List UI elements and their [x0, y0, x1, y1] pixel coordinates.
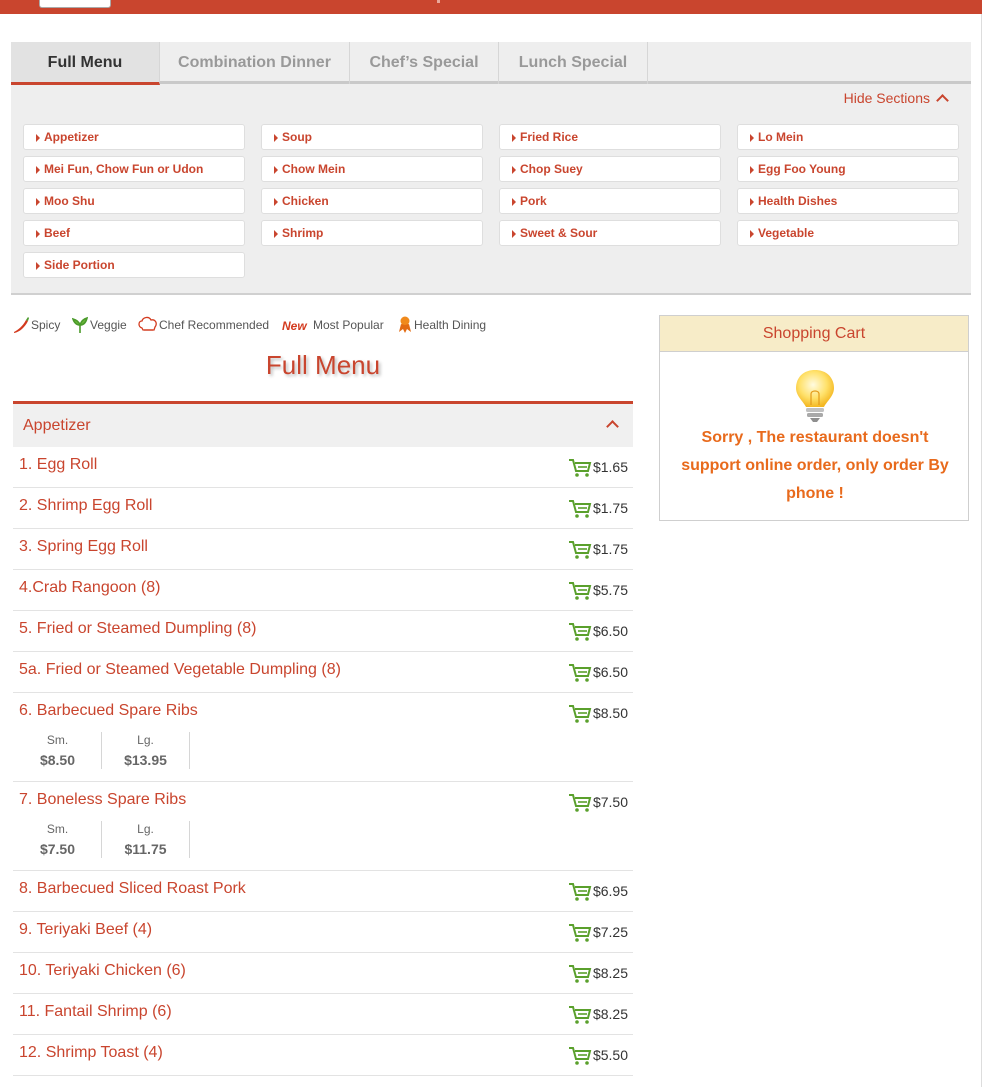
top-bar-mark — [437, 0, 440, 3]
item-name[interactable]: 3. Spring Egg Roll — [19, 538, 148, 555]
caret-right-icon — [750, 166, 754, 174]
item-name[interactable]: 12. Shrimp Toast (4) — [19, 1044, 163, 1061]
legend-label: Chef Recommended — [159, 318, 270, 332]
item-name[interactable]: 5a. Fried or Steamed Vegetable Dumpling (8) — [19, 661, 341, 678]
section-chow-mein[interactable] — [261, 156, 483, 182]
menu-item — [13, 953, 633, 994]
top-bar-box[interactable] — [39, 0, 111, 8]
page-title: Full Menu — [265, 350, 381, 380]
section-vegetable[interactable] — [737, 220, 959, 246]
add-to-cart-icon[interactable] — [568, 458, 592, 478]
section-label: Mei Fun, Chow Fun or Udon — [44, 162, 204, 176]
new-badge-icon — [282, 316, 312, 334]
caret-right-icon — [36, 134, 40, 142]
tab-combination-dinner[interactable]: Combination Dinner — [160, 42, 350, 84]
legend-popular — [282, 315, 384, 335]
section-pork[interactable] — [499, 188, 721, 214]
svg-text:New: New — [282, 319, 307, 333]
section-label: Vegetable — [758, 226, 815, 240]
section-label: Moo Shu — [44, 194, 95, 208]
size-option-large[interactable] — [102, 821, 190, 858]
add-to-cart-icon[interactable] — [568, 964, 592, 984]
size-label: Lg. — [137, 822, 154, 836]
caret-right-icon — [512, 198, 516, 206]
add-to-cart-icon[interactable] — [568, 1046, 592, 1066]
caret-right-icon — [274, 134, 278, 142]
menu-item — [13, 912, 633, 953]
section-shrimp[interactable] — [261, 220, 483, 246]
add-to-cart-icon[interactable] — [568, 882, 592, 902]
legend-veggie — [72, 315, 127, 335]
menu-item — [13, 570, 633, 611]
caret-right-icon — [750, 198, 754, 206]
menu-item — [13, 871, 633, 912]
item-price: $1.65 — [592, 459, 628, 475]
caret-right-icon — [750, 230, 754, 238]
section-chop-suey[interactable] — [499, 156, 721, 182]
item-name[interactable]: 10. Teriyaki Chicken (6) — [19, 962, 186, 979]
add-to-cart-icon[interactable] — [568, 1005, 592, 1025]
item-price: $6.50 — [592, 664, 628, 680]
caret-right-icon — [274, 166, 278, 174]
section-label: Chow Mein — [282, 162, 346, 176]
item-price: $7.25 — [592, 924, 628, 940]
caret-right-icon — [36, 230, 40, 238]
add-to-cart-icon[interactable] — [568, 923, 592, 943]
menu-item — [13, 447, 633, 488]
caret-right-icon — [36, 262, 40, 270]
item-name[interactable]: 7. Boneless Spare Ribs — [19, 791, 187, 808]
section-soup[interactable] — [261, 124, 483, 150]
item-price: $6.95 — [592, 883, 628, 899]
tab-lunch-special[interactable]: Lunch Special — [499, 42, 648, 84]
size-price: $11.75 — [124, 841, 167, 857]
cart-title: Shopping Cart — [660, 316, 968, 352]
section-label: Shrimp — [282, 226, 324, 240]
tab-full-menu[interactable]: Full Menu — [11, 42, 160, 85]
caret-right-icon — [36, 198, 40, 206]
caret-right-icon — [512, 230, 516, 238]
item-price: $5.75 — [592, 582, 628, 598]
add-to-cart-icon[interactable] — [568, 793, 592, 813]
menu-item — [13, 994, 633, 1035]
size-option-small[interactable] — [14, 821, 102, 858]
section-appetizer[interactable] — [23, 124, 245, 150]
menu-tabs — [11, 42, 971, 84]
section-label: Appetizer — [44, 130, 99, 144]
item-price: $6.50 — [592, 623, 628, 639]
legend-spicy — [12, 315, 60, 335]
item-price: $8.25 — [592, 1006, 628, 1022]
caret-right-icon — [36, 166, 40, 174]
add-to-cart-icon[interactable] — [568, 704, 592, 724]
section-label: Chop Suey — [520, 162, 583, 176]
legend-label: Spicy — [31, 318, 61, 332]
item-name[interactable]: 8. Barbecued Sliced Roast Pork — [19, 880, 246, 897]
item-price: $5.50 — [592, 1047, 628, 1063]
size-option-small[interactable] — [14, 732, 102, 769]
size-label: Sm. — [46, 733, 69, 747]
menu-item — [13, 782, 633, 871]
ribbon-icon — [398, 316, 412, 334]
section-moo-shu[interactable] — [23, 188, 245, 214]
section-sweet-sour[interactable] — [499, 220, 721, 246]
menu-item — [13, 529, 633, 570]
chevron-up-icon — [606, 420, 619, 433]
item-name[interactable]: 6. Barbecued Spare Ribs — [19, 702, 198, 719]
menu-item — [13, 611, 633, 652]
item-name[interactable]: 2. Shrimp Egg Roll — [19, 497, 153, 514]
size-price: $7.50 — [39, 841, 76, 857]
size-price: $13.95 — [124, 752, 167, 768]
tab-chefs-special[interactable]: Chef’s Special — [350, 42, 499, 84]
category-header-appetizer[interactable] — [13, 404, 633, 447]
section-label: Pork — [520, 194, 547, 208]
hide-sections-label: Hide Sections — [843, 90, 930, 106]
menu-panel — [11, 42, 971, 295]
size-label: Lg. — [137, 733, 154, 747]
lightbulb-icon — [793, 368, 837, 424]
legend-label: Health Dining — [414, 318, 487, 332]
section-side-portion[interactable] — [23, 252, 245, 278]
item-price: $8.25 — [592, 965, 628, 981]
add-to-cart-icon[interactable] — [568, 663, 592, 683]
section-label: Lo Mein — [758, 130, 804, 144]
hide-sections-toggle[interactable] — [844, 90, 947, 106]
menu-item — [13, 1035, 633, 1076]
section-fried-rice[interactable] — [499, 124, 721, 150]
size-price: $8.50 — [39, 752, 76, 768]
section-label: Fried Rice — [520, 130, 579, 144]
item-name[interactable]: 5. Fried or Steamed Dumpling (8) — [19, 620, 257, 637]
item-price: $1.75 — [592, 541, 628, 557]
chevron-up-icon — [936, 94, 949, 107]
cart-message: Sorry , The restaurant doesn't support online order, only order By phone ! — [681, 429, 949, 502]
section-label: Side Portion — [44, 258, 115, 272]
section-lo-mein[interactable] — [737, 124, 959, 150]
section-label: Soup — [282, 130, 312, 144]
section-health-dishes[interactable] — [737, 188, 959, 214]
item-name[interactable]: 4.Crab Rangoon (8) — [19, 579, 161, 596]
add-to-cart-icon[interactable] — [568, 581, 592, 601]
item-price: $7.50 — [592, 794, 628, 810]
caret-right-icon — [274, 230, 278, 238]
leaf-icon — [72, 316, 88, 334]
section-label: Health Dishes — [758, 194, 838, 208]
size-option-large[interactable] — [102, 732, 190, 769]
caret-right-icon — [512, 166, 516, 174]
section-label: Chicken — [282, 194, 329, 208]
shopping-cart — [659, 315, 969, 521]
section-label: Beef — [44, 226, 71, 240]
section-mei-fun[interactable] — [23, 156, 245, 182]
menu-item — [13, 693, 633, 782]
item-name[interactable]: 9. Teriyaki Beef (4) — [19, 921, 153, 938]
section-chicken[interactable] — [261, 188, 483, 214]
section-egg-foo-young[interactable] — [737, 156, 959, 182]
add-to-cart-icon[interactable] — [568, 499, 592, 519]
menu-item — [13, 652, 633, 693]
legend-health — [398, 315, 486, 335]
legend-label: Most Popular — [313, 318, 384, 332]
top-bar — [0, 0, 982, 14]
chef-hat-icon — [138, 316, 158, 334]
add-to-cart-icon[interactable] — [568, 622, 592, 642]
menu-item — [13, 488, 633, 529]
item-name[interactable]: 1. Egg Roll — [19, 456, 98, 473]
add-to-cart-icon[interactable] — [568, 540, 592, 560]
caret-right-icon — [274, 198, 278, 206]
item-price: $8.50 — [592, 705, 628, 721]
caret-right-icon — [750, 134, 754, 142]
section-beef[interactable] — [23, 220, 245, 246]
size-label: Sm. — [46, 822, 69, 836]
section-label: Sweet & Sour — [520, 226, 598, 240]
caret-right-icon — [512, 134, 516, 142]
category-title: Appetizer — [23, 417, 91, 434]
item-name[interactable]: 11. Fantail Shrimp (6) — [19, 1003, 172, 1020]
item-price: $1.75 — [592, 500, 628, 516]
chili-icon — [12, 316, 30, 334]
legend-chef — [138, 315, 269, 335]
legend-label: Veggie — [90, 318, 127, 332]
section-label: Egg Foo Young — [758, 162, 846, 176]
